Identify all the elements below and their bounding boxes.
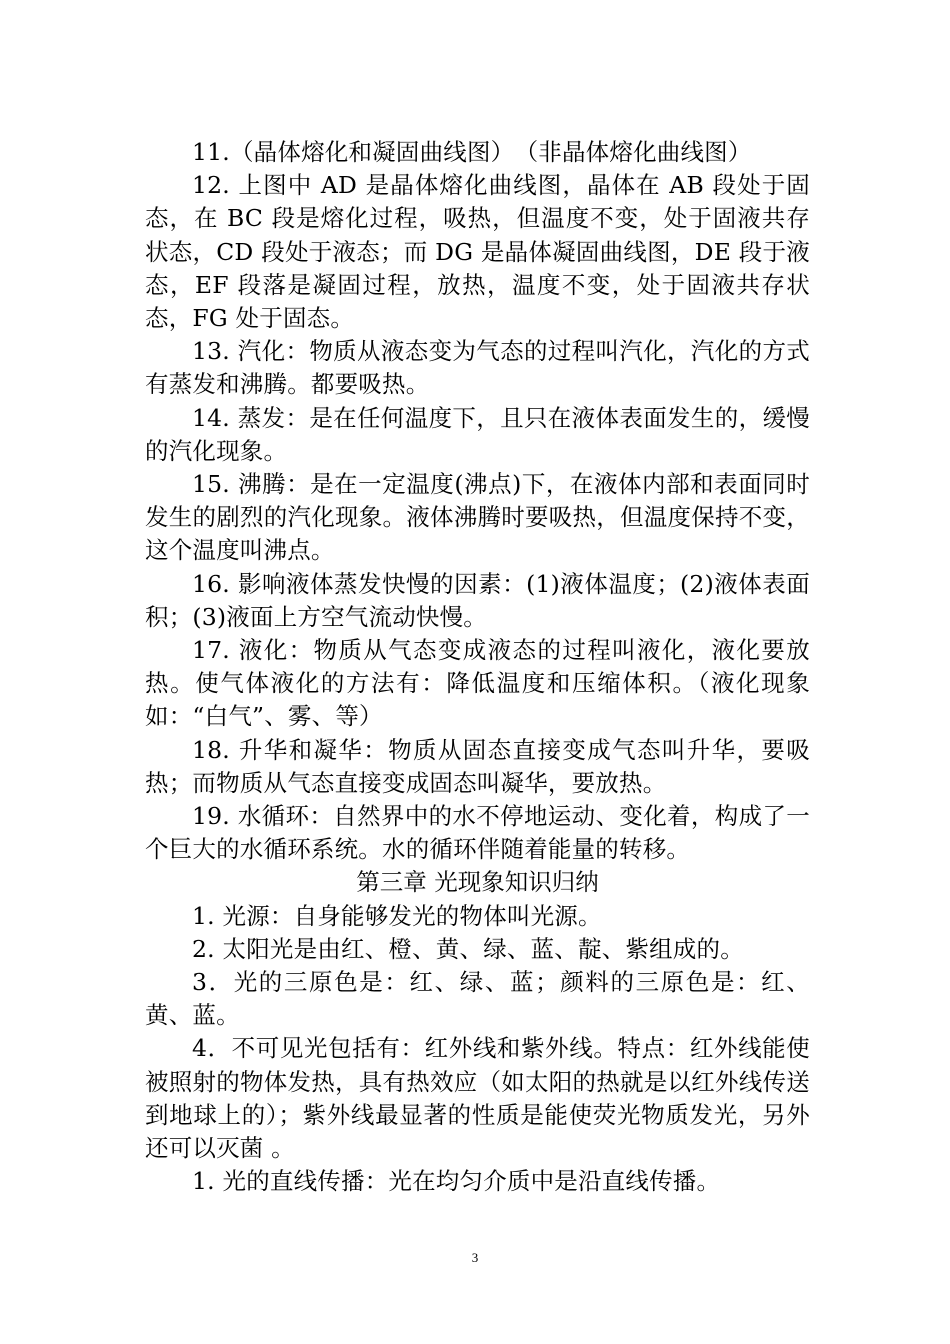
paragraph-17: 17. 液化：物质从气态变成液态的过程叫液化，液化要放热。使气体液化的方法有：降低温度和压缩体积。（液化现象如：“白气”、雾、等） (145, 636, 810, 731)
paragraph-18: 18. 升华和凝华：物质从固态直接变成气态叫升华，要吸热；而物质从气态直接变成固态叫凝华，要放热。 (145, 735, 810, 797)
document-body (145, 136, 810, 1199)
paragraph-14: 14. 蒸发：是在任何温度下，且只在液体表面发生的，缓慢的汽化现象。 (145, 403, 810, 465)
paragraph-light-1: 1. 光源：自身能够发光的物体叫光源。 (192, 901, 602, 930)
paragraph-12: 12. 上图中 AD 是晶体熔化曲线图，晶体在 AB 段处于固态，在 BC 段是熔化过程，吸热，但温度不变，处于固液共存状态，CD 段处于液态；而 DG 是晶体凝固曲线图，DE 段于液态，EF 段落是凝固过程，放热，温度不变，处于固液共存状态，FG 处于固态。 (145, 171, 810, 333)
paragraph-13: 13. 汽化：物质从液态变为气态的过程叫汽化，汽化的方式有蒸发和沸腾。都要吸热。 (145, 337, 810, 399)
paragraph-light-3: 3．光的三原色是：红、绿、蓝；颜料的三原色是：红、黄、蓝。 (145, 968, 810, 1030)
paragraph-light-2: 2. 太阳光是由红、橙、黄、绿、蓝、靛、紫组成的。 (192, 934, 744, 963)
page-number: 3 (471, 1250, 479, 1265)
paragraph-15: 15. 沸腾：是在一定温度(沸点)下，在液体内部和表面同时发生的剧烈的汽化现象。液体沸腾时要吸热，但温度保持不变，这个温度叫沸点。 (145, 470, 810, 565)
paragraph-light-5: 1. 光的直线传播：光在均匀介质中是沿直线传播。 (192, 1167, 721, 1196)
chapter-heading: 第三章 光现象知识归纳 (356, 868, 599, 897)
paragraph-light-4: 4．不可见光包括有：红外线和紫外线。特点：红外线能使被照射的物体发热，具有热效应（如太阳的热就是以红外线传送到地球上的）；紫外线最显著的性质是能使荧光物质发光，另外还可以灭菌 。 (145, 1034, 810, 1163)
paragraph-19: 19. 水循环：自然界中的水不停地运动、变化着，构成了一个巨大的水循环系统。水的循环伴随着能量的转移。 (145, 802, 810, 864)
paragraph-11: 11.（晶体熔化和凝固曲线图） （非晶体熔化曲线图） (192, 138, 752, 166)
paragraph-16: 16. 影响液体蒸发快慢的因素：(1)液体温度；(2)液体表面积；(3)液面上方空气流动快慢。 (145, 569, 810, 631)
